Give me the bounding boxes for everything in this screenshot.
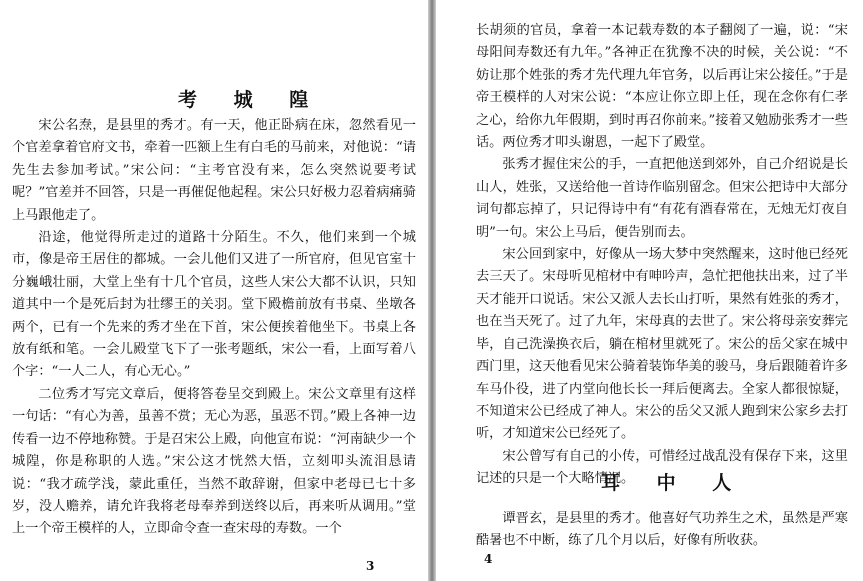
paragraph: 宋公名焘，是县里的秀才。有一天，他正卧病在床，忽然看见一个官差拿着官府文书，牵着一匹额上生有白毛的马前来，对他说：“请先生去参加考试。”宋公问：“主考官没有来，怎么突然说要考试呢？”官差并不回答，只是一再催促他起程。宋公只好极力忍着病痛骑上马跟他走了。 [12,118,416,223]
story-title: 考 城 隍 [178,89,324,111]
book-gutter [428,0,436,581]
paragraph: 长胡须的官员，拿着一本记载寿数的本子翻阅了一遍，说：“宋母阳间寿数还有九年。”各神正在犹豫不决的时候，关公说：“不妨让那个姓张的秀才先代理九年官务，以后再让宋公接任。”于是帝王模样的人对宋公说：“本应让你立即上任，现在念你有仁孝之心，给你九年假期，到时再召你前来。”接着又勉励张秀才一些话。两位秀才叩头谢恩，一起下了殿堂。 [476,23,848,151]
second-story-text [476,508,848,553]
left-page-text [12,115,416,541]
paragraph: 宋公回到家中，好像从一场大梦中突然醒来，这时他已经死去三天了。宋母听见棺材中有呻吟声，急忙把他扶出来，过了半天才能开口说话。宋公又派人去长山打听，果然有姓张的秀才，也在当天死了。过了九年，宋母真的去世了。宋公将母亲安葬完毕，自己洗澡换衣后，躺在棺材里就死了。宋公的岳父家在城中西门里，这天他看见宋公骑着装饰华美的骏马，身后跟随着许多车马仆役，进了内堂向他长长一拜后便离去。全家人都很惊疑，不知道宋公已经成了神人。宋公的岳父又派人跑到宋公家乡去打听，才知道宋公已经死了。 [476,247,848,442]
paragraph: 张秀才握住宋公的手，一直把他送到郊外，自己介绍说是长山人，姓张，又送给他一首诗作临别留念。但宋公把诗中大部分词句都忘掉了，只记得诗中有“有花有酒春常在，无烛无灯夜自明”一句。宋公上马后，便告别而去。 [476,157,848,240]
paragraph: 沿途，他觉得所走过的道路十分陌生。不久，他们来到一个城市，像是帝王居住的都城。一会儿他们又进了一所官府，但见官室十分巍峨壮丽，大堂上坐有十几个官员，这些人宋公大都不认识，只知道其中一个是死后封为壮缪王的关羽。堂下殿檐前放有书桌、坐墩各两个，已有一个先来的秀才坐在下首，宋公便挨着他坐下。书桌上各放有纸和笔。一会儿殿堂飞下了一张考题纸，宋公一看，上面写着八个字：“一人二人，有心无心。” [12,230,416,380]
left-page [0,0,428,581]
right-page-text [476,20,848,491]
page-number: 3 [366,559,375,573]
paragraph: 谭晋玄，是县里的秀才。他喜好气功养生之术，虽然是严寒酷暑也不中断，练了几个月以后，好像有所收获。 [476,511,848,549]
paragraph: 二位秀才写完文章后，便将答卷呈交到殿上。宋公文章里有这样一句话：“有心为善，虽善不赏；无心为恶，虽恶不罚。”殿上各神一边传看一边不停地称赞。于是召宋公上殿，向他宣布说：“河南缺少一个城隍，你是称职的人选。”宋公这才恍然大悟，立刻叩头流泪恳请说：“我才疏学浅，蒙此重任，当然不敢辞谢，但家中老母已七十多岁，没人赡养，请允许我将老母奉养到送终以后，再来听从调用。”堂上一个帝王模样的人，立即命令查一查宋母的寿数。一个 [12,386,416,537]
story-title: 耳 中 人 [601,472,747,494]
page-number: 4 [484,552,493,566]
right-page [436,0,863,581]
paragraph: 宋公曾写有自己的小传，可惜经过战乱没有保存下来，这里记述的只是一个大略情况。 [476,448,848,487]
